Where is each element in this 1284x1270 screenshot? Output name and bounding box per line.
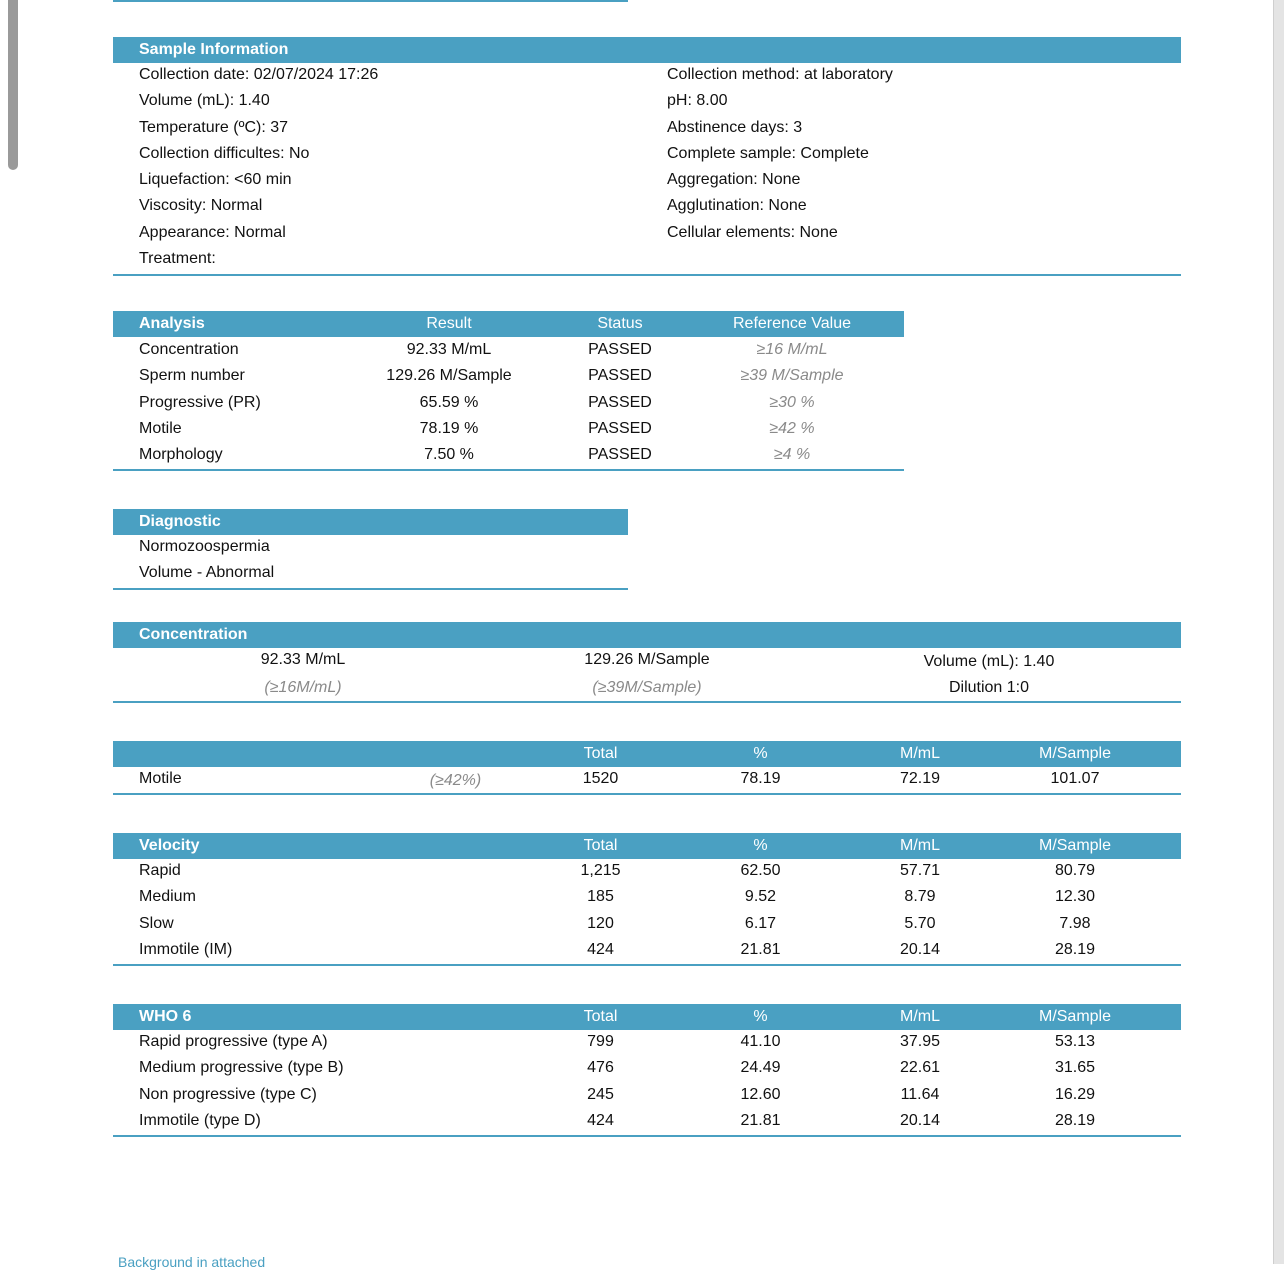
velocity-mml: 20.14 xyxy=(899,940,941,958)
velocity-name: Medium xyxy=(139,888,196,906)
analysis-status: PASSED xyxy=(588,367,652,385)
section-rule xyxy=(113,469,904,471)
velocity-percent: 6.17 xyxy=(744,914,777,932)
table-row xyxy=(113,1030,1181,1056)
analysis-name: Morphology xyxy=(139,446,223,464)
who6-percent: 41.10 xyxy=(740,1033,781,1050)
top-section-rule xyxy=(113,0,628,2)
msample-column-header: M/Sample xyxy=(1038,745,1112,762)
analysis-name: Concentration xyxy=(139,341,239,358)
msample-column-header: M/Sample xyxy=(1038,1008,1112,1025)
table-row xyxy=(113,885,1181,911)
who6-mml: 37.95 xyxy=(899,1033,941,1050)
concentration-per-sample-reference: (≥39M/Sample) xyxy=(592,679,702,697)
analysis-header xyxy=(113,311,904,337)
table-row xyxy=(113,1056,1181,1082)
diagnostic-section xyxy=(113,509,628,590)
who6-section xyxy=(113,1004,1181,1137)
collection-difficulties: Collection difficultes: No xyxy=(139,144,310,162)
analysis-name: Sperm number xyxy=(139,367,245,385)
motile-total: 1520 xyxy=(582,770,619,787)
sample-information-section xyxy=(113,37,1181,276)
analysis-reference: ≥30 % xyxy=(769,393,815,411)
velocity-mml: 5.70 xyxy=(904,914,936,932)
who6-name: Rapid progressive (type A) xyxy=(139,1033,328,1050)
who6-percent: 12.60 xyxy=(740,1085,781,1103)
who6-header xyxy=(113,1004,1181,1030)
analysis-reference: ≥39 M/Sample xyxy=(740,367,844,385)
section-rule xyxy=(113,1135,1181,1137)
velocity-percent: 21.81 xyxy=(740,940,781,958)
total-column-header: Total xyxy=(583,1008,618,1025)
collection-date: Collection date: 02/07/2024 17:26 xyxy=(139,66,379,83)
table-row xyxy=(113,938,1181,964)
mml-column-header: M/mL xyxy=(900,1008,940,1025)
status-column-header: Status xyxy=(597,315,643,332)
section-rule xyxy=(113,793,1181,795)
table-row xyxy=(113,391,904,417)
percent-column-header: % xyxy=(753,745,768,762)
ph: pH: 8.00 xyxy=(667,92,728,110)
section-rule xyxy=(113,701,1181,703)
velocity-mml: 8.79 xyxy=(904,888,936,906)
motile-reference: (≥42%) xyxy=(429,772,482,789)
analysis-result: 92.33 M/mL xyxy=(406,341,492,358)
footer-text: Background in attached xyxy=(118,1254,266,1270)
analysis-name: Progressive (PR) xyxy=(139,393,261,411)
velocity-title: Velocity xyxy=(139,837,200,854)
who6-name: Immotile (type D) xyxy=(139,1111,261,1129)
velocity-total: 185 xyxy=(587,888,614,906)
liquefaction: Liquefaction: <60 min xyxy=(139,171,292,189)
diagnostic-item: Normozoospermia xyxy=(139,538,270,555)
aggregation: Aggregation: None xyxy=(667,171,801,189)
concentration-volume: Volume (mL): 1.40 xyxy=(923,653,1055,670)
analysis-result: 129.26 M/Sample xyxy=(386,367,512,385)
motile-section xyxy=(113,741,1181,795)
sample-information-title: Sample Information xyxy=(139,41,289,58)
who6-msample: 31.65 xyxy=(1054,1059,1096,1077)
who6-total: 799 xyxy=(587,1033,614,1050)
table-row xyxy=(113,859,1181,885)
velocity-msample: 7.98 xyxy=(1059,914,1091,932)
agglutination: Agglutination: None xyxy=(667,197,807,215)
who6-mml: 11.64 xyxy=(900,1085,940,1103)
section-rule xyxy=(113,964,1181,966)
diagnostic-header xyxy=(113,509,628,535)
analysis-status: PASSED xyxy=(588,393,652,411)
who6-msample: 53.13 xyxy=(1054,1033,1096,1050)
who6-title: WHO 6 xyxy=(139,1008,192,1025)
diagnostic-title: Diagnostic xyxy=(139,513,221,530)
complete-sample: Complete sample: Complete xyxy=(667,144,869,162)
motile-header xyxy=(113,741,1181,767)
who6-percent: 21.81 xyxy=(740,1111,781,1129)
total-column-header: Total xyxy=(583,745,618,762)
analysis-result: 7.50 % xyxy=(424,446,474,464)
table-row xyxy=(113,443,904,469)
section-rule xyxy=(113,588,628,590)
velocity-percent: 62.50 xyxy=(740,862,781,879)
volume: Volume (mL): 1.40 xyxy=(139,92,270,110)
page-edge-line xyxy=(1273,0,1274,1264)
collection-method: Collection method: at laboratory xyxy=(667,66,893,83)
who6-mml: 22.61 xyxy=(899,1059,941,1077)
velocity-header xyxy=(113,833,1181,859)
analysis-reference: ≥16 M/mL xyxy=(756,341,828,358)
who6-msample: 28.19 xyxy=(1054,1111,1096,1129)
treatment: Treatment: xyxy=(139,250,216,268)
analysis-result: 65.59 % xyxy=(419,393,479,411)
table-row xyxy=(113,417,904,443)
table-row xyxy=(113,1109,1181,1135)
concentration-dilution: Dilution 1:0 xyxy=(948,679,1030,697)
who6-total: 424 xyxy=(587,1111,614,1129)
velocity-total: 1,215 xyxy=(580,862,621,879)
velocity-msample: 80.79 xyxy=(1054,862,1096,879)
cellular-elements: Cellular elements: None xyxy=(667,223,838,241)
table-row xyxy=(113,1083,1181,1109)
velocity-msample: 12.30 xyxy=(1054,888,1096,906)
velocity-total: 120 xyxy=(587,914,614,932)
concentration-title: Concentration xyxy=(139,626,248,643)
velocity-msample: 28.19 xyxy=(1054,940,1096,958)
motile-percent: 78.19 xyxy=(740,770,781,787)
mml-column-header: M/mL xyxy=(900,837,940,854)
abstinence-days: Abstinence days: 3 xyxy=(667,118,803,136)
analysis-name: Motile xyxy=(139,419,182,437)
analysis-status: PASSED xyxy=(588,419,652,437)
table-row xyxy=(113,364,904,390)
motile-name: Motile xyxy=(139,770,182,787)
temperature: Temperature (ºC): 37 xyxy=(139,118,289,136)
table-row xyxy=(113,767,1181,793)
page-edge xyxy=(1274,0,1284,1264)
who6-name: Medium progressive (type B) xyxy=(139,1059,344,1077)
appearance: Appearance: Normal xyxy=(139,223,286,241)
viscosity: Viscosity: Normal xyxy=(139,197,263,215)
percent-column-header: % xyxy=(753,1008,768,1025)
concentration-header xyxy=(113,622,1181,648)
analysis-section xyxy=(113,311,904,471)
analysis-reference: ≥4 % xyxy=(773,446,811,464)
velocity-percent: 9.52 xyxy=(744,888,777,906)
msample-column-header: M/Sample xyxy=(1038,837,1112,854)
concentration-per-ml: 92.33 M/mL xyxy=(260,651,346,668)
table-row xyxy=(113,912,1181,938)
concentration-per-ml-reference: (≥16M/mL) xyxy=(264,679,342,697)
reference-column-header: Reference Value xyxy=(733,315,851,332)
who6-mml: 20.14 xyxy=(899,1111,941,1129)
motile-mml: 72.19 xyxy=(899,770,941,787)
velocity-total: 424 xyxy=(587,940,614,958)
section-rule xyxy=(113,274,1181,276)
analysis-reference: ≥42 % xyxy=(769,419,815,437)
who6-total: 245 xyxy=(587,1085,614,1103)
result-column-header: Result xyxy=(426,315,472,332)
percent-column-header: % xyxy=(753,837,768,854)
mml-column-header: M/mL xyxy=(900,745,940,762)
velocity-name: Slow xyxy=(139,914,174,932)
who6-total: 476 xyxy=(587,1059,614,1077)
velocity-section xyxy=(113,833,1181,966)
scrollbar-thumb[interactable] xyxy=(8,0,18,170)
diagnostic-item: Volume - Abnormal xyxy=(139,564,275,582)
analysis-result: 78.19 % xyxy=(419,419,479,437)
who6-msample: 16.29 xyxy=(1054,1085,1096,1103)
sample-information-header xyxy=(113,37,1181,63)
analysis-status: PASSED xyxy=(588,341,652,358)
concentration-per-sample: 129.26 M/Sample xyxy=(584,651,710,668)
concentration-section xyxy=(113,622,1181,703)
total-column-header: Total xyxy=(583,837,618,854)
who6-percent: 24.49 xyxy=(740,1059,781,1077)
velocity-name: Immotile (IM) xyxy=(139,940,233,958)
who6-name: Non progressive (type C) xyxy=(139,1085,317,1103)
velocity-mml: 57.71 xyxy=(899,862,941,879)
velocity-name: Rapid xyxy=(139,862,181,879)
motile-msample: 101.07 xyxy=(1050,770,1100,787)
analysis-title: Analysis xyxy=(139,315,205,332)
table-row xyxy=(113,338,904,364)
analysis-status: PASSED xyxy=(588,446,652,464)
